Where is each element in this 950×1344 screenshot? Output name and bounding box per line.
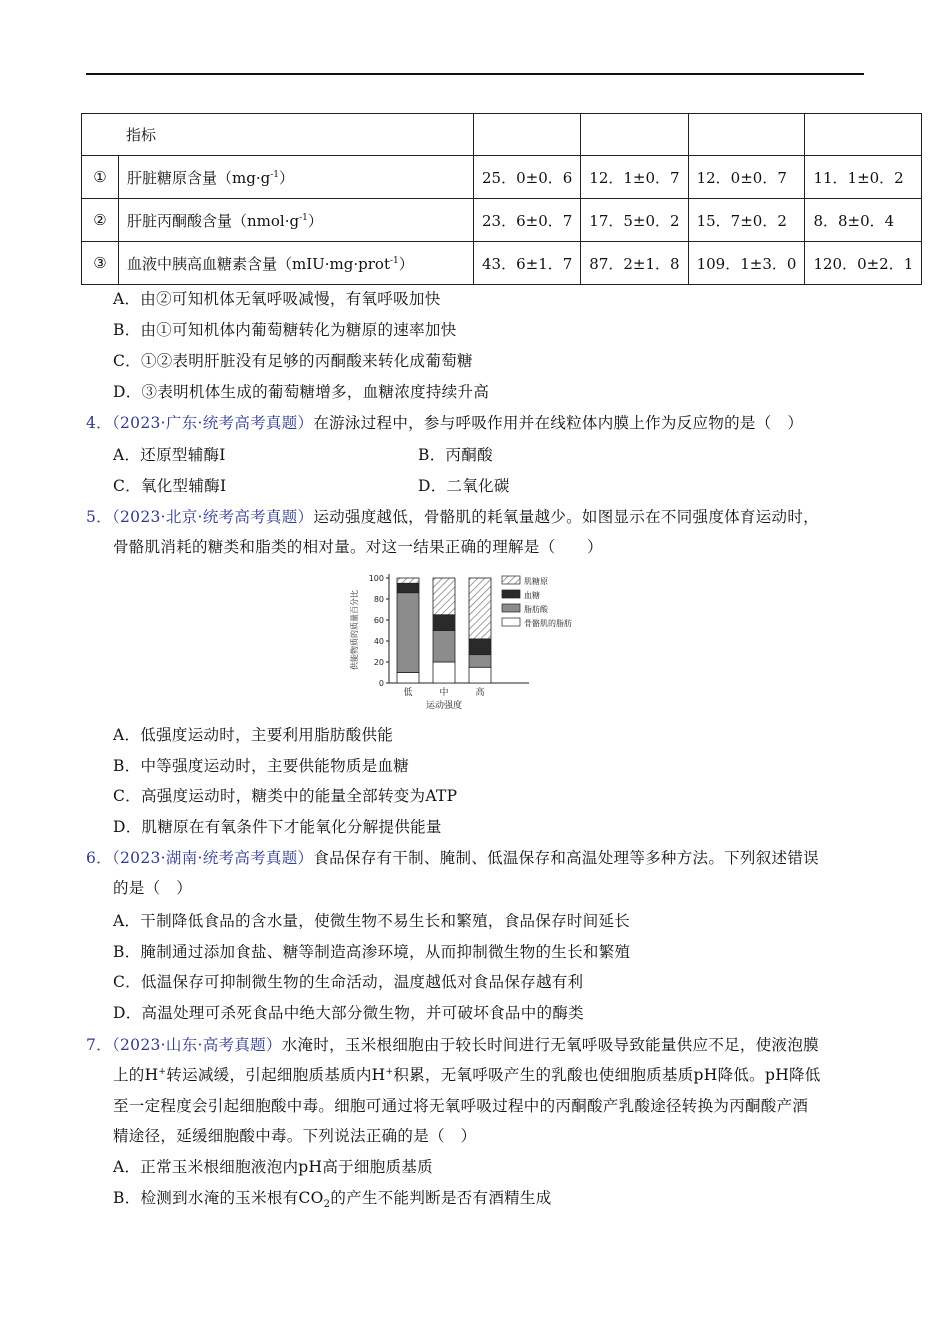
- bar-segment: [433, 578, 455, 615]
- row-number: ②: [82, 199, 119, 242]
- question-number: 4．: [86, 414, 112, 432]
- legend-swatch: [502, 590, 520, 598]
- table-header-cell: [581, 114, 688, 156]
- bar-segment: [397, 578, 419, 583]
- row-number: ③: [82, 242, 119, 285]
- table-cell: 109．1±3．0: [688, 242, 805, 285]
- q7-stem-line2: 上的H+转运减缓，引起细胞质基质内H+积累，无氧呼吸产生的乳酸也使细胞质基质pH降低。pH降低: [113, 1066, 821, 1084]
- q5-stem: 5．（2023·北京·统考高考真题）运动强度越低，骨骼肌的耗氧量越少。如图显示在不同强度体育运动时，: [86, 508, 819, 526]
- row-number: ①: [82, 156, 119, 199]
- q6-option-c: C．低温保存可抑制微生物的生命活动，温度越低对食品保存越有利: [113, 973, 584, 991]
- chart-xlabel: 运动强度: [425, 701, 463, 711]
- q7-stem-line4: 精途径，延缓细胞酸中毒。下列说法正确的是（ ）: [113, 1127, 477, 1145]
- chart-bars: [397, 578, 491, 683]
- energy-substrate-chart: [346, 568, 596, 713]
- row-indicator: 血液中胰高血糖素含量（mIU·mg·prot$^{-1}$）: [119, 242, 474, 285]
- x-tick-label: 高: [475, 688, 485, 698]
- table-cell: 8．8±0．4: [805, 199, 922, 242]
- y-tick-label: 20: [373, 658, 384, 667]
- bar-segment: [469, 667, 491, 683]
- q3-option-a: A．由②可知机体无氧呼吸减慢，有氧呼吸加快: [113, 290, 441, 308]
- table-header-row: [82, 114, 922, 156]
- q4-option-b: B．丙酮酸: [418, 446, 493, 464]
- q6-option-b: B．腌制通过添加食盐、糖等制造高渗环境，从而抑制微生物的生长和繁殖: [113, 943, 631, 961]
- bar-segment: [397, 583, 419, 592]
- q3-option-c: C．①②表明肝脏没有足够的丙酮酸来转化成葡萄糖: [113, 352, 473, 370]
- table-row: [82, 156, 922, 199]
- legend-swatch: [502, 618, 520, 626]
- legend-label: 脂肪酸: [524, 605, 548, 614]
- row-indicator: 肝脏丙酮酸含量$(nmol\cdot g^{-1})$: [119, 199, 474, 242]
- bar-segment: [433, 615, 455, 631]
- question-number: 7．: [86, 1036, 112, 1054]
- table-header-cell: [805, 114, 922, 156]
- y-tick-label: 100: [368, 574, 384, 583]
- q4-stem: 4．（2023·广东·统考高考真题）在游泳过程中，参与呼吸作用并在线粒体内膜上作为反应物的是（ ）: [86, 414, 804, 432]
- legend-swatch: [502, 576, 520, 584]
- y-tick-label: 0: [378, 679, 384, 688]
- q5-option-b: B．中等强度运动时，主要供能物质是血糖: [113, 757, 410, 775]
- q7-option-a: A．正常玉米根细胞液泡内pH高于细胞质基质: [113, 1158, 433, 1176]
- bar-segment: [397, 593, 419, 673]
- table-cell: 25．0±0．6: [474, 156, 581, 199]
- table-header-cell: [474, 114, 581, 156]
- q7-stem: 7．（2023·山东·高考真题）水淹时，玉米根细胞由于较长时间进行无氧呼吸导致能量供应不足，使液泡膜: [86, 1036, 819, 1054]
- legend-label: 骨骼肌的脂肪: [524, 619, 572, 628]
- q5-option-d: D．肌糖原在有氧条件下才能氧化分解提供能量: [113, 818, 442, 836]
- chart-ylabel: 供能物质的质量百分比: [350, 590, 359, 670]
- bar-segment: [433, 631, 455, 663]
- q6-stem-cont: 的是（ ）: [113, 879, 193, 897]
- table-header-cell: [688, 114, 805, 156]
- q6-option-d: D．高温处理可杀死食品中绝大部分微生物，并可破坏食品中的酶类: [113, 1004, 584, 1022]
- table-row: [82, 199, 922, 242]
- table-cell: 12．1±0．7: [581, 156, 688, 199]
- bar-segment: [469, 639, 491, 655]
- data-table: [81, 113, 922, 285]
- legend-label: 肌糖原: [524, 577, 548, 586]
- table-cell: 43．6±1．7: [474, 242, 581, 285]
- table-cell: 15．7±0．2: [688, 199, 805, 242]
- y-tick-label: 60: [373, 616, 384, 625]
- table-row: [82, 242, 922, 285]
- header-rule: [86, 73, 864, 75]
- bar-segment: [397, 673, 419, 684]
- q7-stem-line3: 至一定程度会引起细胞酸中毒。细胞可通过将无氧呼吸过程中的丙酮酸产乳酸途径转换为丙酮酸产酒: [113, 1097, 809, 1115]
- q4-option-c: C．氧化型辅酶Ⅰ: [113, 477, 227, 495]
- legend-swatch: [502, 604, 520, 612]
- q3-option-b: B．由①可知机体内葡萄糖转化为糖原的速率加快: [113, 321, 457, 339]
- question-number: 6．: [86, 849, 112, 867]
- table-cell: 17．5±0．2: [581, 199, 688, 242]
- table-cell: 87．2±1．8: [581, 242, 688, 285]
- question-number: 5．: [86, 508, 112, 526]
- x-tick-label: 中: [439, 688, 449, 698]
- q3-option-d: D．③表明机体生成的葡萄糖增多，血糖浓度持续升高: [113, 383, 490, 401]
- chart-legend: [502, 576, 572, 628]
- question-source: （2023·山东·高考真题）: [111, 1036, 282, 1054]
- x-tick-label: 低: [403, 688, 413, 698]
- question-source: （2023·北京·统考高考真题）: [111, 508, 314, 526]
- q4-option-d: D．二氧化碳: [418, 477, 510, 495]
- table-cell: 120．0±2．1: [805, 242, 922, 285]
- q6-option-a: A．干制降低食品的含水量，使微生物不易生长和繁殖，食品保存时间延长: [113, 912, 631, 930]
- row-indicator: 肝脏糖原含量$(mg\cdot g^{-1})$: [119, 156, 474, 199]
- q5-stem-cont: 骨骼肌消耗的糖类和脂类的相对量。对这一结果正确的理解是（ ）: [113, 538, 603, 556]
- table-cell: 12．0±0．7: [688, 156, 805, 199]
- y-tick-label: 80: [373, 595, 384, 604]
- q5-option-c: C．高强度运动时，糖类中的能量全部转变为ATP: [113, 787, 458, 805]
- question-source: （2023·湖南·统考高考真题）: [111, 849, 314, 867]
- q6-stem: 6．（2023·湖南·统考高考真题）食品保存有干制、腌制、低温保存和高温处理等多种方法。下列叙述错误: [86, 849, 819, 867]
- q7-option-b: B．检测到水淹的玉米根有$CO_2$的产生不能判断是否有酒精生成: [113, 1189, 552, 1211]
- table-header-label: 指标: [82, 114, 474, 156]
- bar-segment: [469, 578, 491, 639]
- bar-segment: [469, 655, 491, 668]
- legend-label: 血糖: [524, 591, 540, 600]
- y-tick-label: 40: [373, 637, 384, 646]
- q5-option-a: A．低强度运动时，主要利用脂肪酸供能: [113, 726, 394, 744]
- question-source: （2023·广东·统考高考真题）: [111, 414, 314, 432]
- table-cell: 23．6±0．7: [474, 199, 581, 242]
- q4-option-a: A．还原型辅酶Ⅰ: [113, 446, 226, 464]
- bar-segment: [433, 662, 455, 683]
- table-cell: 11．1±0．2: [805, 156, 922, 199]
